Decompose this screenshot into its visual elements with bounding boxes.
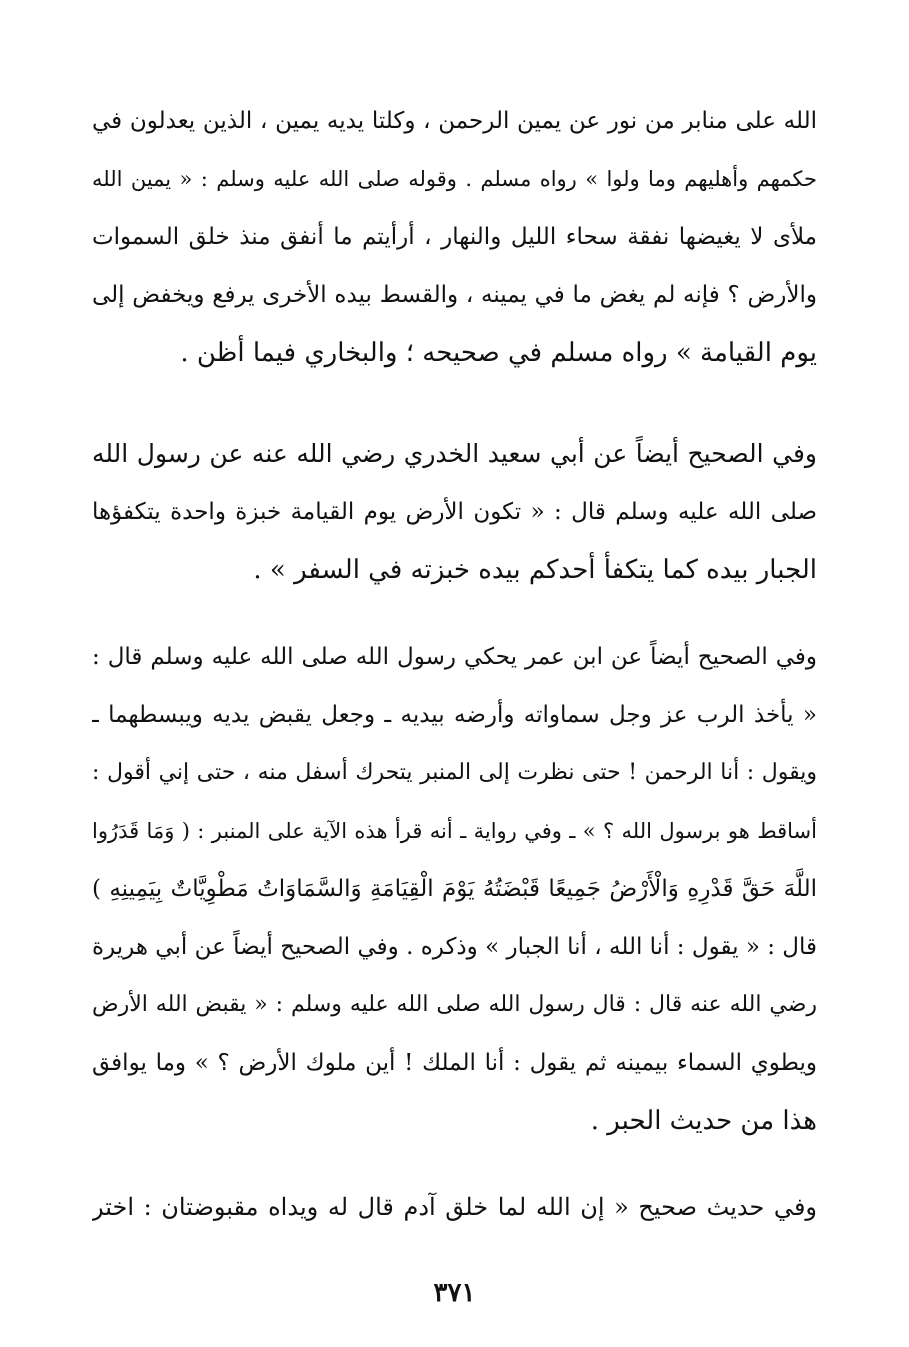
text-line: الجبار بيده كما يتكفأ أحدكم بيده خبزته في السفر » . xyxy=(253,555,817,585)
text-line: وفي حديث صحيح « إن الله لما خلق آدم قال له ويداه مقبوضتان : اختر xyxy=(92,1193,817,1221)
text-line: وفي الصحيح أيضاً عن أبي سعيد الخدري رضي الله عنه عن رسول الله xyxy=(92,439,817,468)
text-line: رضي الله عنه قال : قال رسول الله صلى الله عليه وسلم : « يقبض الله الأرض xyxy=(92,992,817,1017)
paragraph-1 xyxy=(92,92,817,382)
page-number: ٣٧١ xyxy=(433,1278,476,1308)
text-line: صلى الله عليه وسلم قال : « تكون الأرض يوم القيامة خبزة واحدة يتكفؤها xyxy=(92,499,817,525)
text-line: قال : « يقول : أنا الله ، أنا الجبار » وذكره . وفي الصحيح أيضاً عن أبي هريرة xyxy=(92,934,817,960)
text-line: ويطوي السماء بيمينه ثم يقول : أنا الملك ! أين ملوك الأرض ؟ » وما يوافق xyxy=(92,1050,817,1076)
text-line: وفي الصحيح أيضاً عن ابن عمر يحكي رسول الله صلى الله عليه وسلم قال : xyxy=(92,644,817,670)
paragraph-3 xyxy=(92,628,817,1150)
text-line: أساقط هو برسول الله ؟ » ـ وفي رواية ـ أنه قرأ هذه الآية على المنبر : ( وَمَا قَدَرُوا xyxy=(92,819,817,843)
text-line: هذا من حديث الحبر . xyxy=(590,1106,817,1136)
text-line: الله على منابر من نور عن يمين الرحمن ، وكلتا يديه يمين ، الذين يعدلون في xyxy=(92,108,817,134)
text-line: يوم القيامة » رواه مسلم في صحيحه ؛ والبخاري فيما أظن . xyxy=(180,338,817,368)
paragraph-4 xyxy=(92,1178,817,1236)
text-line: ملأى لا يغيضها نفقة سحاء الليل والنهار ، أرأيتم ما أنفق منذ خلق السموات xyxy=(92,224,817,250)
text-line: ويقول : أنا الرحمن ! حتى نظرت إلى المنبر يتحرك أسفل منه ، حتى إني أقول : xyxy=(92,760,817,785)
text-line: حكمهم وأهليهم وما ولوا » رواه مسلم . وقوله صلى الله عليه وسلم : « يمين الله xyxy=(92,167,817,191)
quran-verse-line: اللَّهَ حَقَّ قَدْرِهِ وَالْأَرْضُ جَمِيعًا قَبْضَتُهُ يَوْمَ الْقِيَامَةِ وَالسَّمَاوَاتُ مَطْوِيَّاتٌ بِيَمِينِهِ ) xyxy=(92,876,817,902)
text-line: والأرض ؟ فإنه لم يغض ما في يمينه ، والقسط بيده الأخرى يرفع ويخفض إلى xyxy=(92,282,817,308)
paragraph-2 xyxy=(92,425,817,599)
text-line: « يأخذ الرب عز وجل سماواته وأرضه بيديه ـ وجعل يقبض يديه ويبسطهما ـ xyxy=(92,702,817,728)
